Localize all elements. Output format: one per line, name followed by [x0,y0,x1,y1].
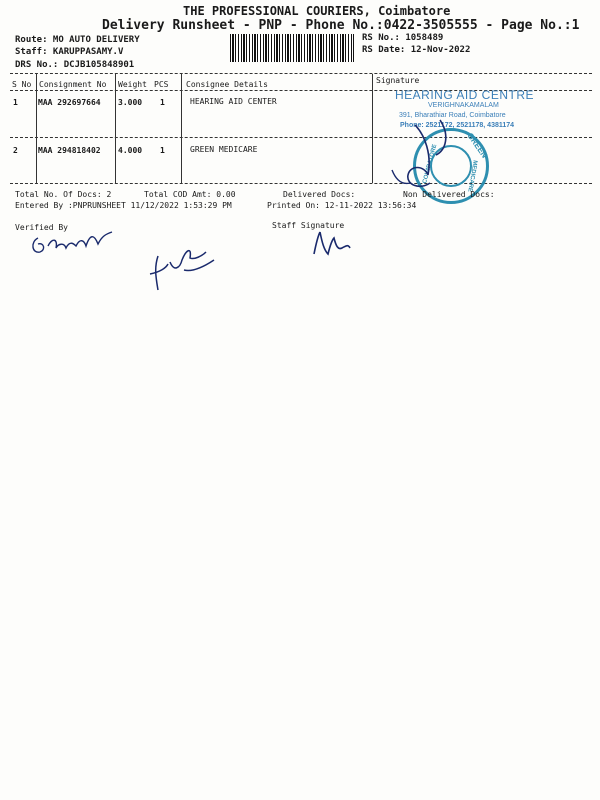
seal-word-side: MEDICARE [466,159,478,193]
non-delivered-docs: Non Delivered Docs: [403,190,495,199]
staff-signature [306,228,356,258]
verified-signature [28,228,118,262]
stamp-phone: Phone: 2521172, 2521178, 4381174 [400,122,515,129]
seal-word-top: GREEN [465,131,490,160]
row-1-consignee: HEARING AID CENTER [190,97,277,106]
table-bottom-rule [10,183,592,184]
stamp-name: HEARING AID CENTRE [395,88,535,102]
runsheet-title: Delivery Runsheet - PNP - Phone No.:0422-3505555 - Page No.:1 [102,18,580,33]
col-sep-4 [372,74,373,183]
staff-signature-label: Staff Signature [272,221,345,230]
header-sno: S No [12,80,32,89]
col-sep-2 [115,74,116,183]
rs-date: RS Date: 12-Nov-2022 [362,45,471,55]
row-2-consignment: MAA 294818402 [38,146,101,155]
header-consignee: Consignee Details [186,80,268,89]
total-cod: Total COD Amt: 0.00 [144,190,236,199]
rs-number: RS No.: 1058489 [362,33,444,43]
row-1-sno: 1 [13,98,18,107]
entered-by: Entered By :PNPRUNSHEET 11/12/2022 1:53:29 PM [15,201,232,210]
signature-scribble [380,95,490,205]
barcode [230,34,354,62]
company-title: THE PROFESSIONAL COURIERS, Coimbatore [183,4,451,18]
row-2-sno: 2 [13,146,18,155]
row-divider [10,137,592,138]
route-label: Route: MO AUTO DELIVERY [15,35,140,45]
header-weight: Weight [118,80,147,89]
col-sep-3 [181,74,182,183]
staff-label: Staff: KARUPPASAMY.V [15,47,124,57]
drs-number: DRS No.: DCJB105848901 [15,60,135,70]
seal-word-left: COIMBATORE [422,143,439,185]
printed-on: Printed On: 12-11-2022 13:56:34 [267,201,417,210]
header-consignment: Consignment No [39,80,107,89]
col-sep-1 [36,74,37,183]
row-1-pcs: 1 [160,98,165,107]
row-1-consignment: MAA 292697664 [38,98,101,107]
stamp-line2: VERIGHNAKAMALAM [428,102,499,109]
header-signature: Signature [376,76,420,85]
verified-by-label: Verified By [15,223,68,232]
row-2-consignee: GREEN MEDICARE [190,145,258,154]
stamp-address: 391, Bharathiar Road, Coimbatore [399,112,506,119]
row-2-weight: 4.000 [118,146,143,155]
row-1-weight: 3.000 [118,98,143,107]
table-top-rule [10,73,592,74]
verifier-signature [140,238,220,298]
header-pcs: PCS [154,80,169,89]
delivered-docs: Delivered Docs: [283,190,356,199]
row-2-pcs: 1 [160,146,165,155]
total-docs: Total No. Of Docs: 2 [15,190,112,199]
